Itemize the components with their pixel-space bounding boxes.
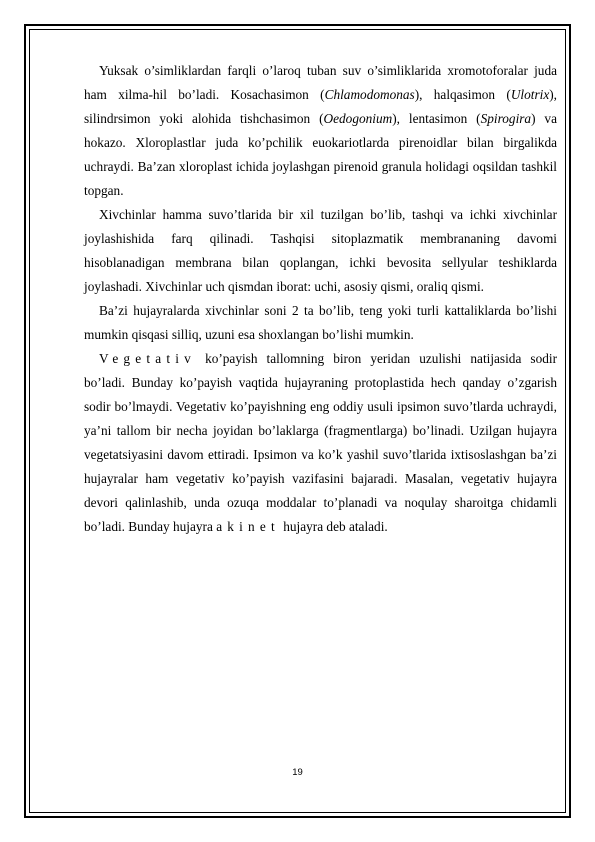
term-akinet: akinet bbox=[216, 519, 280, 534]
term-oedogonium: Oedogonium bbox=[323, 111, 393, 126]
paragraph-flagella-count: Ba’zi hujayralarda xivchinlar soni 2 ta bo’lib, teng yoki turli kattaliklarda bo’lishi mumkin qisqasi silliq, uzuni esa shoxlangan bo’lishi mumkin. bbox=[84, 303, 557, 342]
paragraph-vegetative-reproduction: Vegetativ ko’payish tallomning biron yeridan uzulishi natijasida sodir bo’ladi. Bunday ko’payish vaqtida hujayraning protoplastida hech qanday o’zgarish sodir bo’lmaydi. Vegetativ ko’payishning eng oddiy usuli ipsimon suvo’tlarda uchraydi, ya’ni tallom bir necha joyidan bo’laklarga (fragmentlarga) bo’linadi. Uzilgan hujayra vegetatsiyasini davom ettiradi. Ipsimon va ko’k yashil suvo’tlarida ixtisoslashgan ba’zi hujayralar ham vegetativ ko’payish vazifasini bajaradi. Masalan, vegetativ hujayra devori qalinlashib, unda ozuqa moddalar to’planadi va noqulay sharoitga chidamli bo’ladi. Bunday hujayra akinet hujayra deb ataladi. bbox=[84, 351, 557, 534]
paragraph-flagella: Xivchinlar hamma suvo’tlarida bir xil tuzilgan bo’lib, tashqi va ichki xivchinlar joylashishida farq qilinadi. Tashqisi sitoplazmatik membrananing davomi hisoblanadigan membrana bilan qoplangan, ichki bevosita sellyular teshiklarda joylashadi. Xivchinlar uch qismdan iborat: uchi, asosiy qismi, oraliq qismi. bbox=[84, 207, 557, 294]
term-vegetativ: Vegetativ bbox=[99, 351, 197, 366]
term-spirogira: Spirogira bbox=[480, 111, 532, 126]
document-body bbox=[84, 59, 557, 539]
term-ulotrix: Ulotrix bbox=[510, 87, 550, 102]
page-number: 19 bbox=[292, 767, 303, 778]
paragraph-chromatophores: Yuksak o’simliklardan farqli o’laroq tuban suv o’simliklarida xromotoforalar juda ham xilma-hil bo’ladi. Kosachasimon (Chlamodomonas), halqasimon (Ulotrix), silindrsimon yoki alohida tishchasimon (Oedogonium), lentasimon (Spirogira) va hokazo. Xloroplastlar juda ko’pchilik euokariotlarda pirenoidlar bilan birgalikda uchraydi. Ba’zan xloroplast ichida joylashgan pirenoid granula holidagi oqsildan tashkil topgan. bbox=[84, 63, 558, 198]
term-chlamodomonas: Chlamodomonas bbox=[324, 87, 415, 102]
